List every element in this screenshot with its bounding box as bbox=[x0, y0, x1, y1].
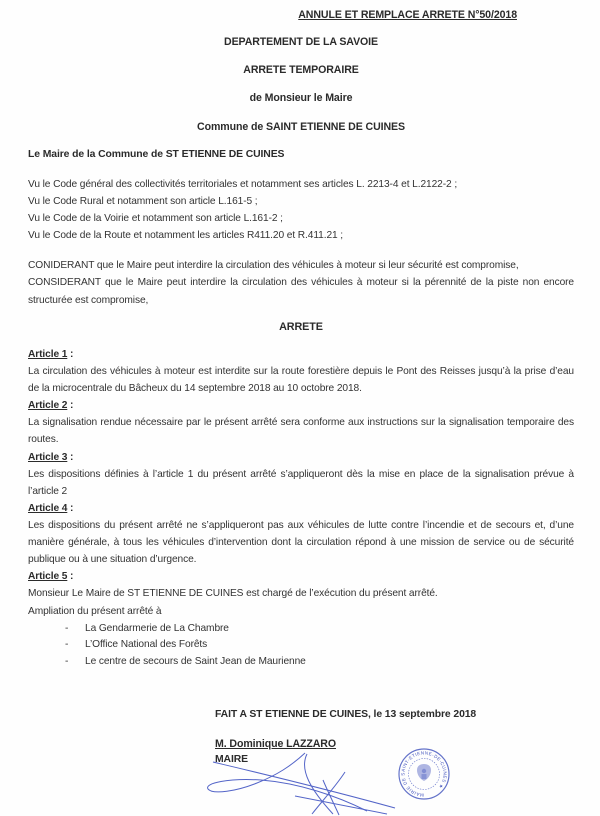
signatory-name: M. Dominique LAZZARO bbox=[215, 738, 336, 750]
dash-bullet: - bbox=[65, 622, 69, 634]
ampliation-item: - La Gendarmerie de La Chambre bbox=[28, 621, 574, 638]
article-4-label: Article 4 : bbox=[28, 502, 74, 514]
article-2-label: Article 2 : bbox=[28, 400, 74, 412]
article-4-body: Les dispositions du présent arrêté ne s’appliqueront pas aux véhicules de lutte contre l’incendie et de secours et, d’une manière générale, à tous les véhicules d’intervention dont la circulation répond à une mission de service ou de sécurité publique ou à une situation d’urgence. bbox=[28, 519, 574, 566]
article-1-body: La circulation des véhicules à moteur est interdite sur la route forestière depuis le Pont des Reisses jusqu’à la prise d’eau de la microcentrale du Bâcheux du 14 septembre 2018 au 10 octobre 2018. bbox=[28, 366, 574, 395]
article-3-label: Article 3 : bbox=[28, 451, 74, 463]
stamp-ring-text: MAIRIE DE SAINT-ETIENNE-DE-CUINES ★ bbox=[400, 750, 448, 798]
ampliation-item: - L’Office National des Forêts bbox=[28, 637, 574, 654]
considerant-line: CONSIDERANT que le Maire peut interdire la circulation des véhicules à moteur si la pérennité de la piste non encore structurée est compromise, bbox=[28, 277, 574, 306]
fait-a-line: FAIT A ST ETIENNE DE CUINES, le 13 septembre 2018 bbox=[215, 709, 477, 720]
considerant-block bbox=[28, 257, 574, 309]
vu-line: Vu le Code de la Route et notamment les articles R411.20 et R.411.21 ; bbox=[28, 230, 344, 241]
article-5-body: Monsieur Le Maire de ST ETIENNE DE CUINES est chargé de l’exécution du présent arrêté. bbox=[28, 588, 438, 600]
dash-bullet: - bbox=[65, 639, 69, 651]
article-1-label: Article 1 : bbox=[28, 349, 74, 360]
vu-line: Vu le Code général des collectivités territoriales et notamment ses articles L. 2213-4 et L.2122-2 ; bbox=[28, 179, 458, 190]
annule-remplace-header: ANNULE ET REMPLACE ARRETE N°50/2018 bbox=[298, 9, 517, 21]
ampliation-intro: Ampliation du présent arrêté à bbox=[28, 606, 162, 617]
article-5-label: Article 5 : bbox=[28, 571, 74, 583]
arrete-section-title: ARRETE bbox=[279, 321, 323, 333]
departement-title: DEPARTEMENT DE LA SAVOIE bbox=[224, 36, 378, 48]
article-2-body: La signalisation rendue nécessaire par le présent arrêté sera conforme aux instructions sur la signalisation temporaire des routes. bbox=[28, 417, 574, 446]
handwritten-signature bbox=[195, 750, 400, 816]
maire-intro-line: Le Maire de la Commune de ST ETIENNE DE CUINES bbox=[28, 149, 285, 160]
ampliation-block bbox=[28, 604, 574, 670]
commune-title: Commune de SAINT ETIENNE DE CUINES bbox=[197, 121, 405, 133]
mairie-round-stamp bbox=[396, 746, 452, 802]
article-3-body: Les dispositions définies à l’article 1 du présent arrêté s’appliqueront dès la mise en place de la signalisation prévue à l’article 2 bbox=[28, 468, 574, 497]
articles-block bbox=[28, 346, 574, 602]
de-monsieur-le-maire-line: de Monsieur le Maire bbox=[249, 92, 353, 104]
vu-line: Vu le Code de la Voirie et notamment son article L.161-2 ; bbox=[28, 213, 283, 224]
signatory-title: MAIRE bbox=[215, 754, 248, 765]
vu-block bbox=[28, 176, 574, 244]
dash-bullet: - bbox=[65, 655, 69, 667]
ampliation-item: - Le centre de secours de Saint Jean de Maurienne bbox=[28, 654, 574, 671]
arrete-temporaire-title: ARRETE TEMPORAIRE bbox=[243, 64, 359, 76]
vu-line: Vu le Code Rural et notamment son article L.161-5 ; bbox=[28, 196, 258, 207]
considerant-line: CONIDERANT que le Maire peut interdire la circulation des véhicules à moteur si leur sécurité est compromise, bbox=[28, 260, 519, 271]
